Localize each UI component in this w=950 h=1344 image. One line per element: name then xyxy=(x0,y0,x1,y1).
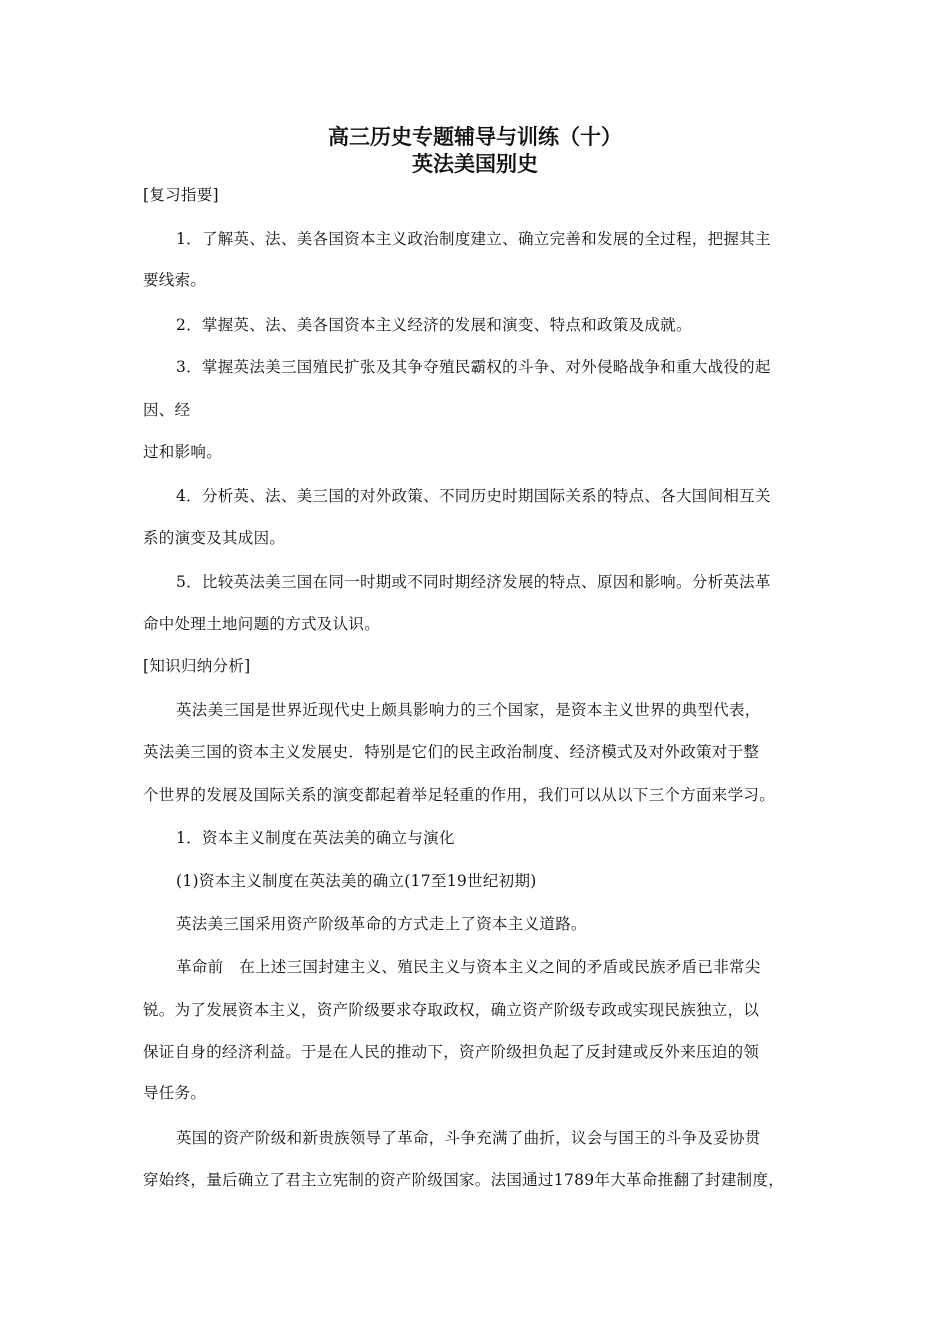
paragraph-line: 3．掌握英法美三国殖民扩张及其争夺殖民霸权的斗争、对外侵略战争和重大战役的起 xyxy=(176,358,771,376)
paragraph-line: 1．了解英、法、美各国资本主义政治制度建立、确立完善和发展的全过程，把握其主 xyxy=(176,230,771,248)
paragraph-line: 过和影响。 xyxy=(143,443,223,461)
subheading-line: 1．资本主义制度在英法美的确立与演化 xyxy=(176,829,455,847)
section-heading-review: [复习指要] xyxy=(143,186,219,204)
paragraph-line: 系的演变及其成因。 xyxy=(143,529,286,547)
paragraph-line: 4．分析英、法、美三国的对外政策、不同历史时期国际关系的特点、各大国间相互关 xyxy=(176,487,771,505)
paragraph-line: 英国的资产阶级和新贵族领导了革命，斗争充满了曲折，议会与国王的斗争及妥协贯 xyxy=(176,1129,761,1147)
document-title: 高三历史专题辅导与训练（十） xyxy=(328,125,622,149)
paragraph-line: 英法美三国的资本主义发展史．特别是它们的民主政治制度、经济模式及对外政策对于整 xyxy=(143,743,760,761)
paragraph-line: 导任务。 xyxy=(143,1084,207,1102)
subheading-line: (1)资本主义制度在英法美的确立(17至19世纪初期) xyxy=(176,872,537,890)
paragraph-line: 锐。为了发展资本主义，资产阶级要求夺取政权，确立资产阶级专政或实现民族独立，以 xyxy=(143,1001,760,1019)
paragraph-line: 个世界的发展及国际关系的演变都起着举足轻重的作用，我们可以从以下三个方面来学习。 xyxy=(143,786,776,804)
paragraph-line: 保证自身的经济利益。于是在人民的推动下，资产阶级担负起了反封建或反外来压迫的领 xyxy=(143,1043,760,1061)
paragraph-line: 要线索。 xyxy=(143,271,207,289)
paragraph-line: 英法美三国采用资产阶级革命的方式走上了资本主义道路。 xyxy=(176,915,587,933)
section-heading-analysis: [知识归纳分析] xyxy=(143,657,251,675)
document-subtitle: 英法美国别史 xyxy=(412,152,538,176)
paragraph-line: 因、经 xyxy=(143,401,191,419)
paragraph-line: 命中处理土地问题的方式及认识。 xyxy=(143,615,381,633)
paragraph-line: 穿始终，量后确立了君主立宪制的资产阶级国家。法国通过1789年大革命推翻了封建制度， xyxy=(143,1171,785,1189)
paragraph-line: 英法美三国是世界近现代史上颇具影响力的三个国家，是资本主义世界的典型代表， xyxy=(176,701,761,719)
paragraph-line: 2．掌握英、法、美各国资本主义经济的发展和演变、特点和政策及成就。 xyxy=(176,316,692,334)
paragraph-line: 革命前 在上述三国封建主义、殖民主义与资本主义之间的矛盾或民族矛盾已非常尖 xyxy=(176,958,761,976)
paragraph-line: 5．比较英法美三国在同一时期或不同时期经济发展的特点、原因和影响。分析英法革 xyxy=(176,573,771,591)
